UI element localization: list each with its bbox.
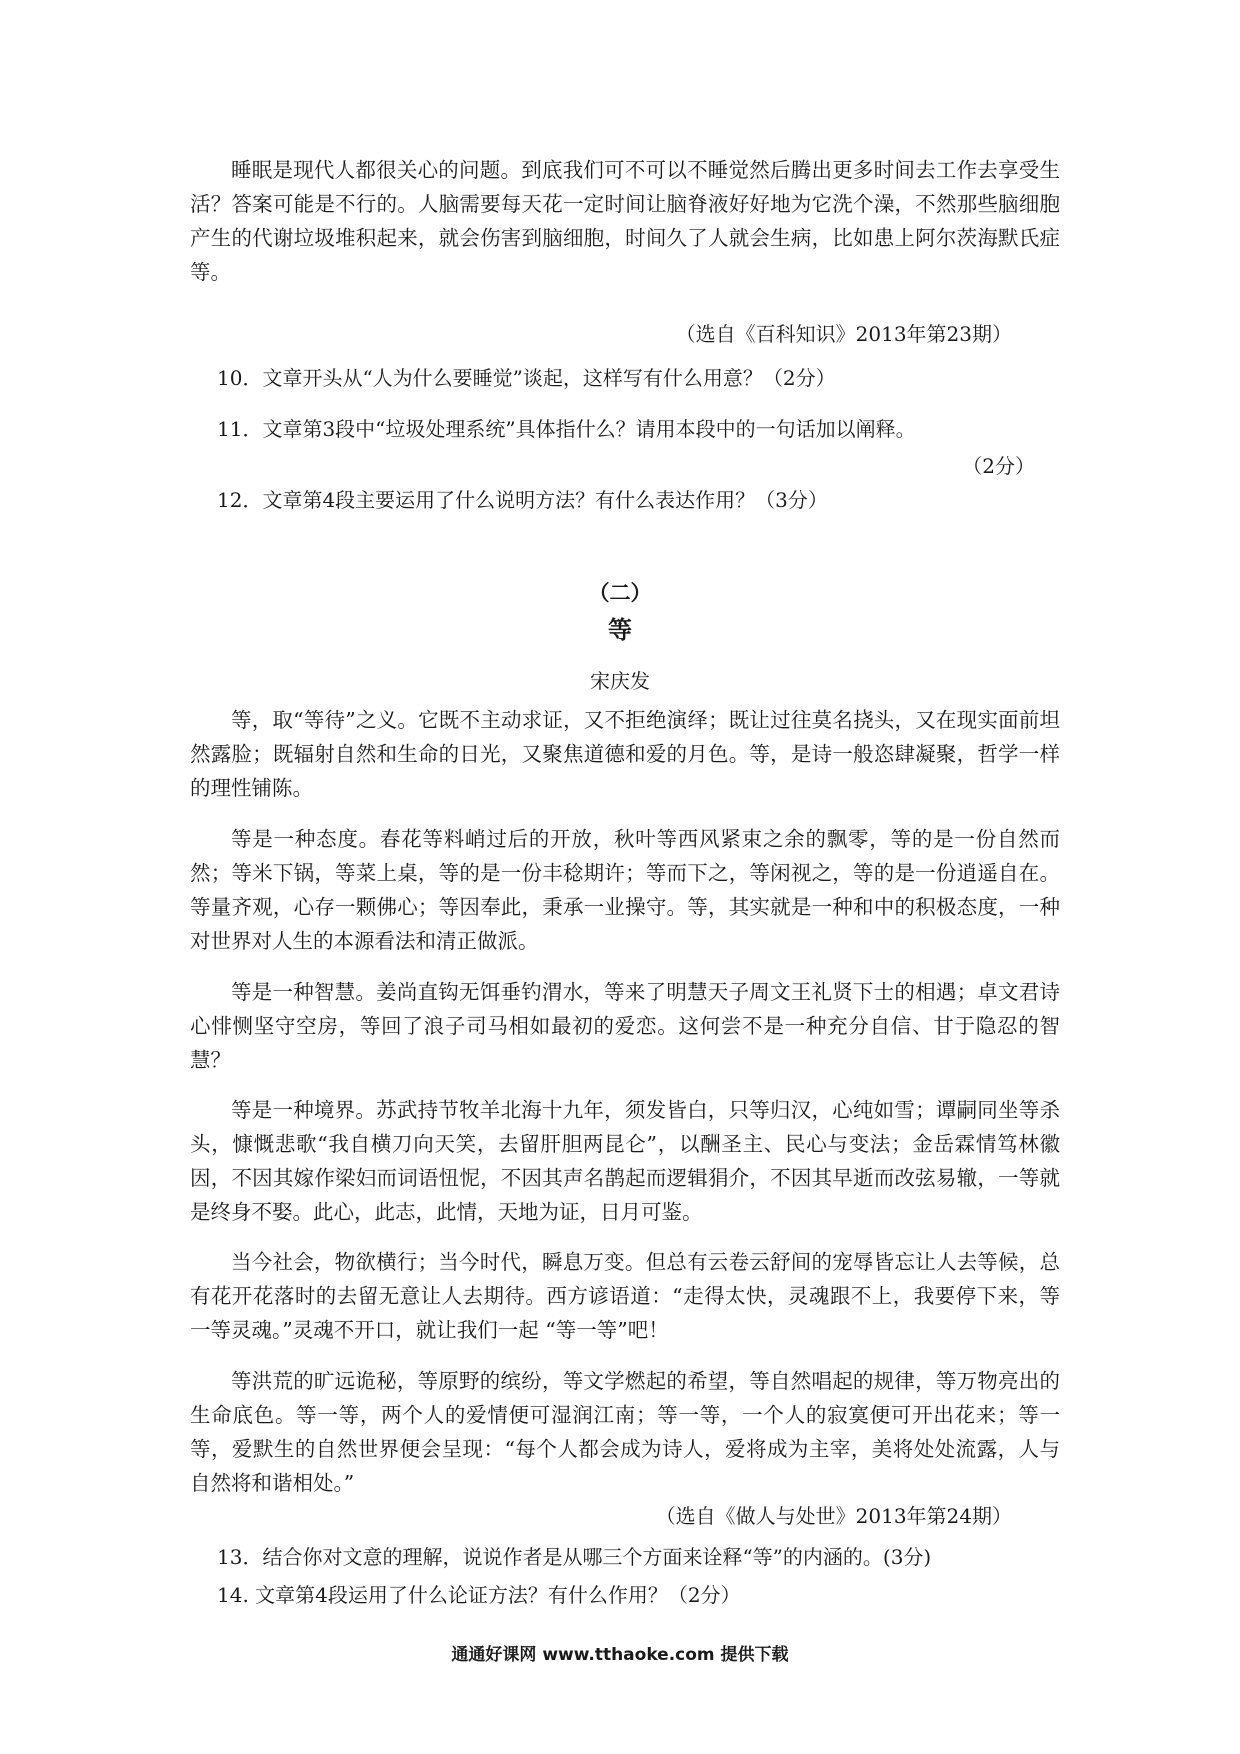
part2-source-citation: （选自《做人与处世》2013年第24期） (655, 1504, 1012, 1528)
essay-paragraph-5: 当今社会，物欲横行；当今时代，瞬息万变。但总有云卷云舒间的宠辱皆忘让人去等候，总有花开花落时的去留无意让人去期待。西方谚语道：“走得太快，灵魂跟不上，我要停下来，等一等灵魂。”灵魂不开口，就让我们一起 “等一等”吧！ (190, 1250, 1060, 1342)
essay-paragraph-3: 等是一种智慧。姜尚直钩无饵垂钓渭水，等来了明慧天子周文王礼贤下士的相遇；卓文君诗心悱恻坚守空房，等回了浪子司马相如最初的爱恋。这何尝不是一种充分自信、甘于隐忍的智慧？ (190, 980, 1060, 1072)
question-10: 10．文章开头从“人为什么要睡觉”谈起，这样写有什么用意？（2分） (217, 366, 836, 390)
essay-author: 宋庆发 (590, 669, 650, 693)
question-14: 14. 文章第4段运用了什么论证方法？有什么作用？（2分） (217, 1583, 741, 1607)
essay-title: 等 (608, 615, 632, 644)
question-12: 12．文章第4段主要运用了什么说明方法？有什么表达作用？（3分） (217, 488, 828, 512)
essay-paragraph-2: 等是一种态度。春花等料峭过后的开放，秋叶等西风紧束之余的飘零，等的是一份自然而然；等米下锅，等菜上桌，等的是一份丰稔期许；等而下之，等闲视之，等的是一份逍遥自在。等量齐观，心存一颗佛心；等因奉此，秉承一业操守。等，其实就是一种和中的积极态度，一种对世界对人生的本源看法和清正做派。 (190, 827, 1060, 953)
essay-paragraph-4: 等是一种境界。苏武持节牧羊北海十九年，须发皆白，只等归汉，心纯如雪；谭嗣同坐等杀头，慷慨悲歌“我自横刀向天笑，去留肝胆两昆仑”，以酬圣主、民心与变法；金岳霖情笃林徽因，不因其嫁作梁妇而词语忸怩，不因其声名鹊起而逻辑狷介，不因其早逝而改弦易辙，一等就是终身不娶。此心，此志，此情，天地为证，日月可鉴。 (190, 1098, 1060, 1224)
page-footer: 通通好课网 www.tthaoke.com 提供下载 (451, 1645, 789, 1665)
section-number: （二） (588, 580, 652, 605)
essay-paragraph-6: 等洪荒的旷远诡秘，等原野的缤纷，等文学燃起的希望，等自然唱起的规律，等万物亮出的生命底色。等一等，两个人的爱情便可湿润江南；等一等，一个人的寂寞便可开出花来；等一等，爱默生的自然世界便会呈现：“每个人都会成为诗人，爱将成为主宰，美将处处流露，人与自然将和谐相处。” (190, 1369, 1060, 1495)
part1-source-citation: （选自《百科知识》2013年第23期） (675, 322, 1012, 346)
question-11: 11．文章第3段中“垃圾处理系统”具体指什么？请用本段中的一句话加以阐释。 (217, 417, 916, 441)
question-13: 13．结合你对文意的理解，说说作者是从哪三个方面来诠释“等”的内涵的。(3分) (217, 1545, 932, 1569)
part1-paragraph: 睡眠是现代人都很关心的问题。到底我们可不可以不睡觉然后腾出更多时间去工作去享受生活？答案可能是不行的。人脑需要每天花一定时间让脑脊液好好地为它洗个澡，不然那些脑细胞产生的代谢垃圾堆积起来，就会伤害到脑细胞，时间久了人就会生病，比如患上阿尔茨海默氏症等。 (190, 158, 1060, 284)
question-11-score: （2分） (962, 454, 1035, 478)
essay-paragraph-1: 等，取“等待”之义。它既不主动求证，又不拒绝演绎；既让过往莫名挠头，又在现实面前坦然露脸；既辐射自然和生命的日光，又聚焦道德和爱的月色。等，是诗一般恣肆凝聚，哲学一样的理性铺陈。 (190, 708, 1060, 800)
